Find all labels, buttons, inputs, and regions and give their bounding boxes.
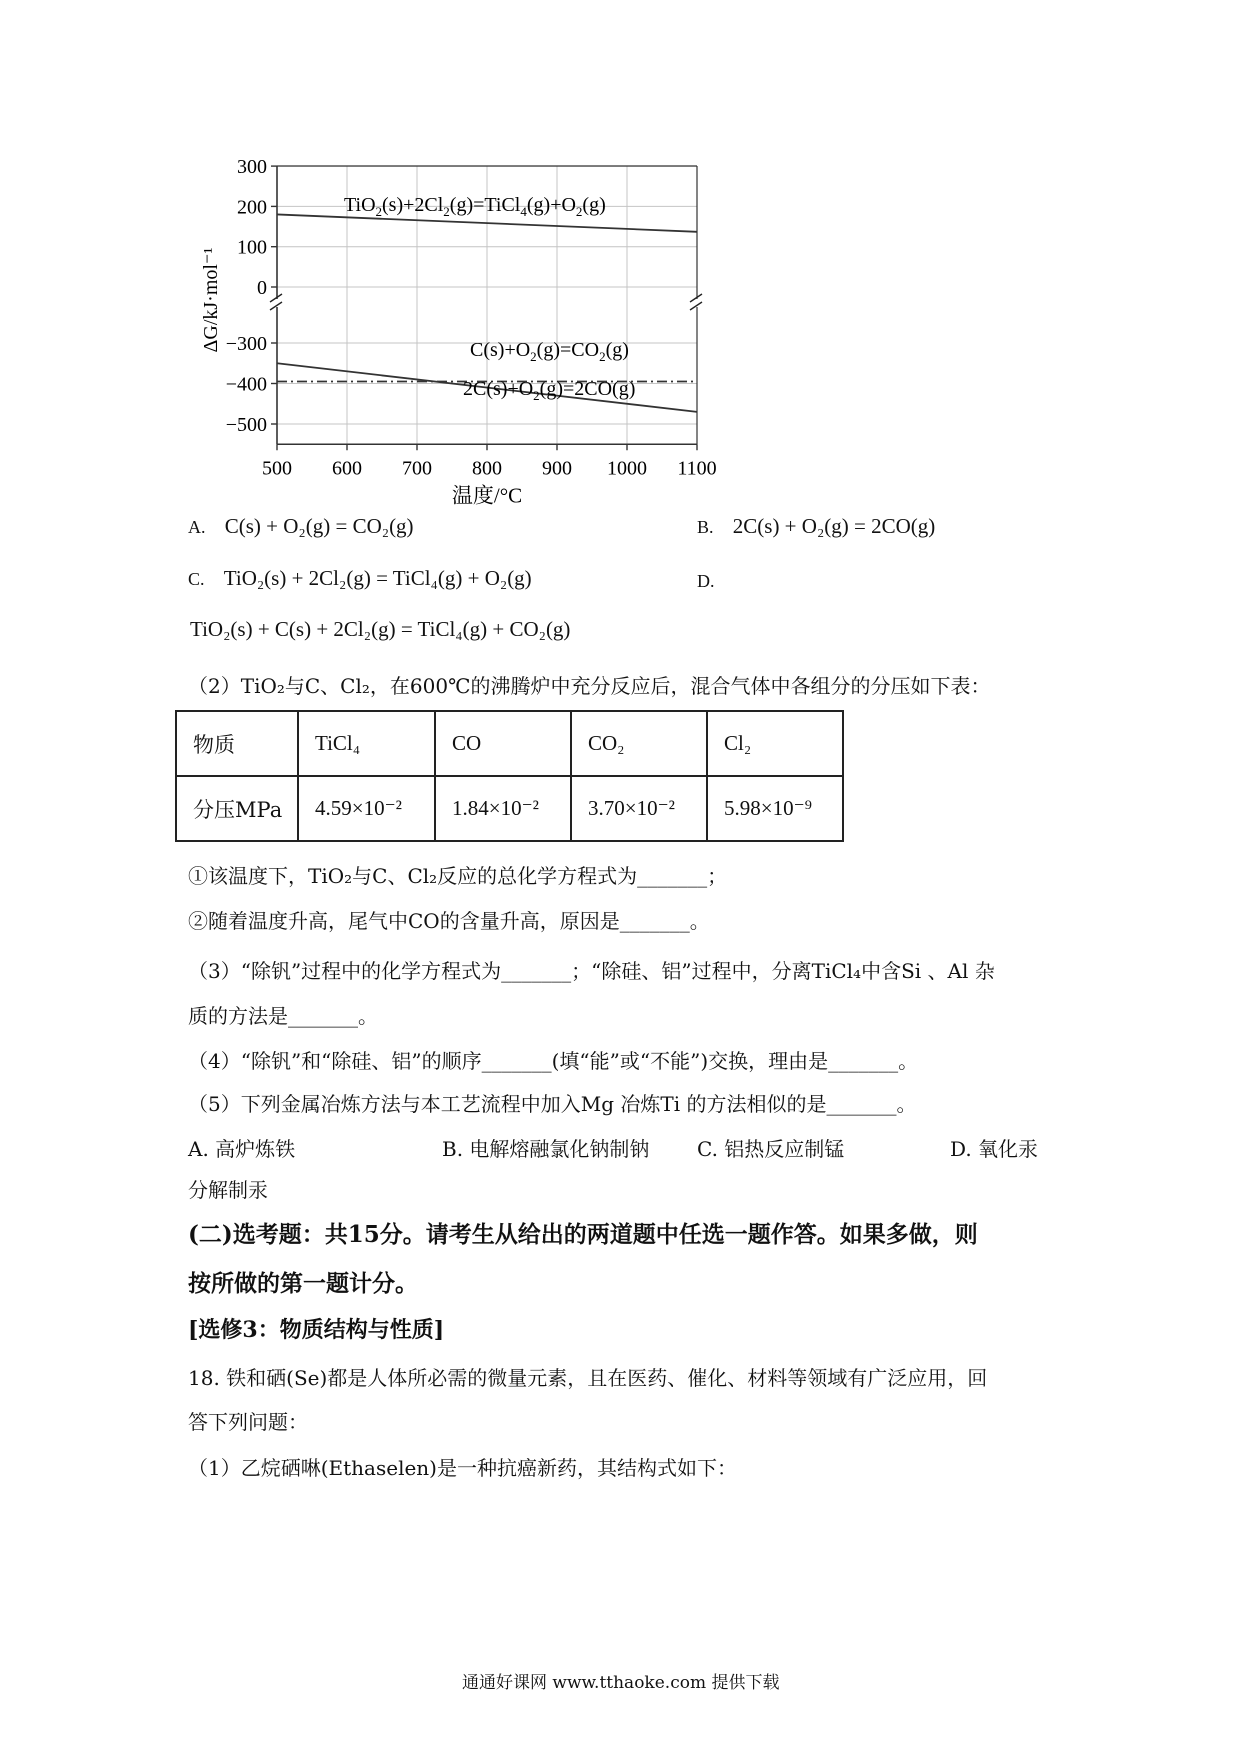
option-c xyxy=(188,566,532,591)
y-axis-title: ΔG/kJ·mol⁻¹ xyxy=(200,247,222,353)
option-d-label: D. xyxy=(697,571,715,591)
q5-option-d: D. 氧化汞 xyxy=(950,1137,1039,1161)
y-tick-label: 100 xyxy=(237,236,267,259)
option-c-label: C. xyxy=(188,569,205,589)
series-label-part: 2 xyxy=(530,349,537,364)
option-a-equation: C(s) + O₂(g) = CO₂(g) xyxy=(224,514,414,538)
x-tick-label: 700 xyxy=(402,457,432,480)
table-cell: 1.84×10⁻² xyxy=(435,776,571,841)
option-a xyxy=(188,514,414,539)
series-label-part: TiO xyxy=(344,194,376,216)
q2-intro: （2）TiO₂与C、Cl₂，在600℃的沸腾炉中充分反应后，混合气体中各组分的分压如下表： xyxy=(188,674,991,698)
x-tick-label: 1000 xyxy=(607,457,647,480)
q4: （4）“除钒”和“除硅、铝”的顺序_______(填“能”或“不能”)交换，理由是_______。 xyxy=(188,1049,919,1073)
table-header-cell: TiCl₄ xyxy=(298,711,435,776)
q3-line2: 质的方法是_______。 xyxy=(188,1004,378,1028)
series-label-part: C(s)+O xyxy=(470,339,531,361)
q5-option-b: B. 电解熔融氯化钠制钠 xyxy=(442,1137,650,1161)
table-header-cell: Cl₂ xyxy=(707,711,843,776)
option-d xyxy=(697,568,715,593)
option-b-equation: 2C(s) + O₂(g) = 2CO(g) xyxy=(732,514,936,538)
q5: （5）下列金属冶炼方法与本工艺流程中加入Mg 冶炼Ti 的方法相似的是_______。 xyxy=(188,1092,917,1116)
series-label-part: (g)=CO xyxy=(536,339,600,361)
option-b-label: B. xyxy=(697,517,714,537)
q5-option-c: C. 铝热反应制锰 xyxy=(697,1137,845,1161)
table-row xyxy=(176,776,843,841)
series-label-part: (g)+O xyxy=(526,194,576,216)
y-tick-label: −400 xyxy=(225,373,267,396)
q18-part1: （1）乙烷硒啉(Ethaselen)是一种抗癌新药，其结构式如下： xyxy=(188,1456,737,1480)
series-label-part: 2 xyxy=(575,204,583,219)
partial-pressure-table xyxy=(175,710,844,842)
x-tick-label: 800 xyxy=(472,457,502,480)
q3-line1: （3）“除钒”过程中的化学方程式为_______；“除硅、铝”过程中，分离TiCl₄中含Si 、Al 杂 xyxy=(188,959,995,983)
table-header-cell: 物质 xyxy=(176,711,298,776)
table-header-row xyxy=(176,711,843,776)
option-c-equation: TiO₂(s) + 2Cl₂(g) = TiCl₄(g) + O₂(g) xyxy=(223,566,532,590)
section2-line1: (二)选考题：共15分。请考生从给出的两道题中任选一题作答。如果多做，则 xyxy=(188,1221,978,1248)
y-tick-label: 0 xyxy=(257,277,267,299)
q18-line1: 18. 铁和硒(Se)都是人体所必需的微量元素，且在医药、催化、材料等领域有广泛应用，回 xyxy=(188,1366,988,1390)
x-tick-label: 900 xyxy=(542,457,572,480)
q5-option-a: A. 高炉炼铁 xyxy=(188,1137,296,1161)
series-label-part: (g)=TiCl xyxy=(449,194,521,216)
table-header-cell: CO xyxy=(435,711,571,776)
table-cell: 5.98×10⁻⁹ xyxy=(707,776,843,841)
series-label-part: (s)+2Cl xyxy=(382,194,444,216)
series-label-part: 2C(s)+O xyxy=(463,378,534,400)
series-label-part: 4 xyxy=(520,204,527,219)
series-label xyxy=(344,194,606,219)
elective-heading: [选修3：物质结构与性质] xyxy=(188,1317,445,1343)
footer-text: 通通好课网 www.tthaoke.com 提供下载 xyxy=(462,1673,780,1693)
series-label-part: (g) xyxy=(582,194,606,216)
q2-sub1: ①该温度下，TiO₂与C、Cl₂反应的总化学方程式为_______； xyxy=(188,864,728,888)
option-b xyxy=(697,514,935,539)
option-d-equation: TiO₂(s) + C(s) + 2Cl₂(g) = TiCl₄(g) + CO₂(g) xyxy=(190,617,571,641)
y-tick-label: −300 xyxy=(225,333,267,355)
x-tick-label: 600 xyxy=(332,457,362,480)
table-row-label: 分压MPa xyxy=(176,776,298,841)
series-label-part: (g)=2CO(g) xyxy=(539,378,636,400)
y-tick-label: 200 xyxy=(237,196,267,219)
x-tick-label: 500 xyxy=(262,457,292,480)
table-header-cell: CO₂ xyxy=(571,711,707,776)
series-label-part: 2 xyxy=(443,204,450,219)
y-tick-label: 300 xyxy=(237,156,267,179)
q18-line2: 答下列问题： xyxy=(188,1410,308,1434)
y-tick-label: −500 xyxy=(225,414,267,436)
option-a-label: A. xyxy=(188,517,206,537)
series-label-part: 2 xyxy=(533,388,540,403)
delta-g-chart xyxy=(180,145,740,508)
series-label xyxy=(463,378,635,403)
q2-sub2: ②随着温度升高，尾气中CO的含量升高，原因是_______。 xyxy=(188,909,710,933)
x-axis-title: 温度/°C xyxy=(451,483,523,508)
table-cell: 3.70×10⁻² xyxy=(571,776,707,841)
series-label-part: (g) xyxy=(605,339,629,361)
table-cell: 4.59×10⁻² xyxy=(298,776,435,841)
x-tick-label: 1100 xyxy=(677,457,717,480)
series-label-part: 2 xyxy=(599,349,606,364)
q5-option-d-cont: 分解制汞 xyxy=(188,1178,268,1202)
section2-line2: 按所做的第一题计分。 xyxy=(188,1270,418,1297)
series-label xyxy=(470,339,629,364)
series-label-part: 2 xyxy=(375,204,383,219)
